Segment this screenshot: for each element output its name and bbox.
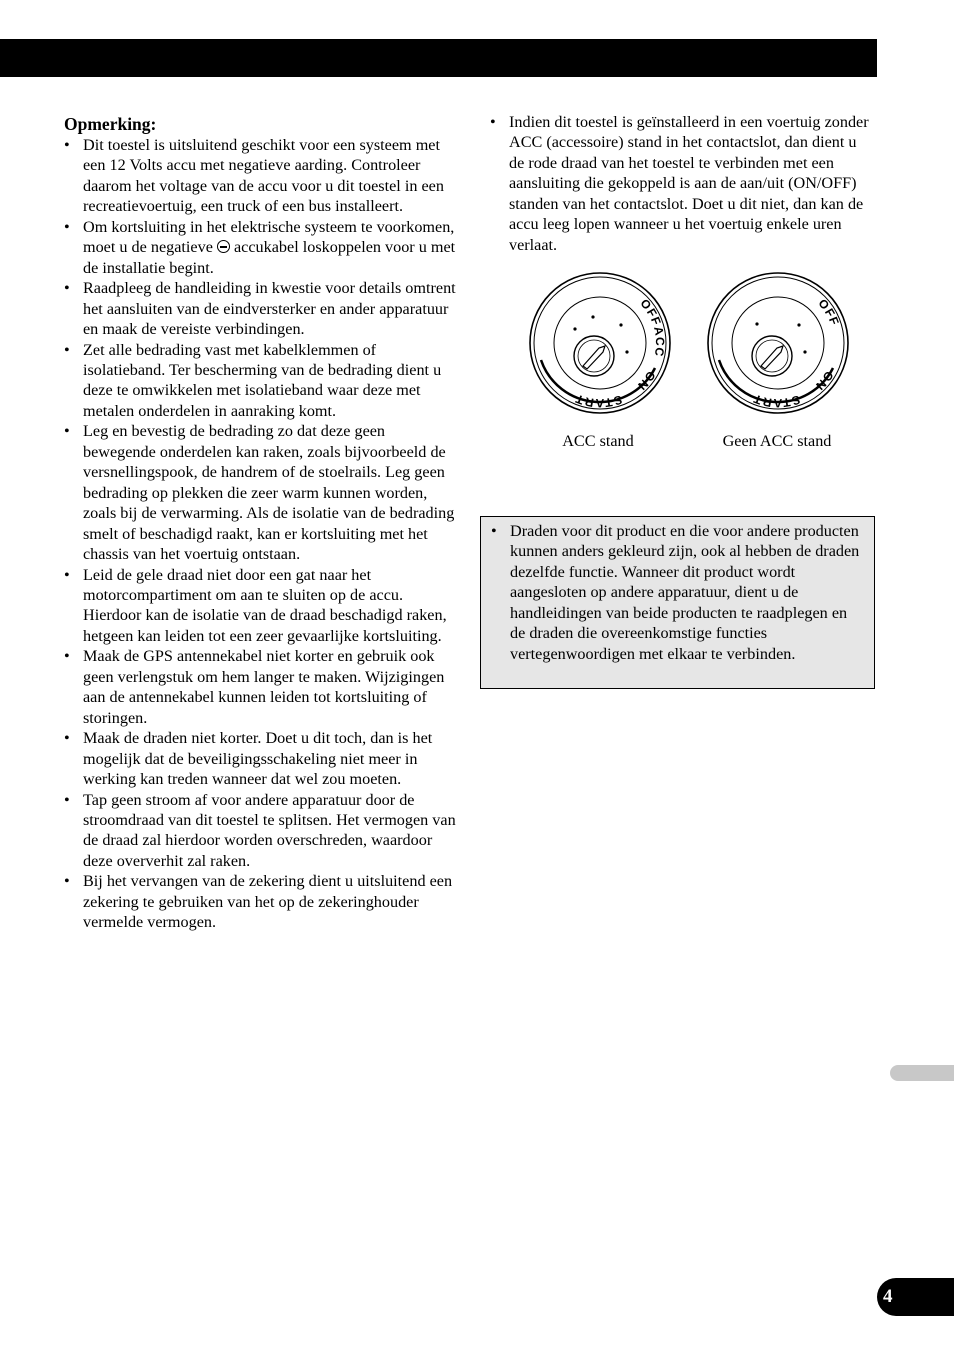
list-item: • Maak de draden niet korter. Doet u dit toch, dan is het mogelijk dat de beveiligingsschakeling niet meer in werking kan treden wanneer dat wel zou moeten. <box>64 728 456 789</box>
negative-terminal-icon <box>217 240 230 253</box>
figure-caption-acc: ACC stand <box>562 432 634 450</box>
start-label: START <box>572 391 624 411</box>
short-circuit-text-after: accukabel loskoppelen voor u met de installatie begint. <box>83 238 456 277</box>
list-item: • Raadpleeg de handleiding in kwestie voor details omtrent het aansluiten van de eindversterker en ander apparatuur en maak de vereiste verbindingen. <box>64 278 456 339</box>
section-tab <box>890 1065 954 1081</box>
note-box <box>480 516 875 689</box>
right-column <box>490 112 874 255</box>
header-bar <box>0 39 877 77</box>
on-label: ON <box>812 368 837 394</box>
short-circuit-text-before: Om kortsluiting in het elektrische systeem te voorkomen, moet u de negatieve <box>83 217 455 257</box>
figure-caption-no-acc: Geen ACC stand <box>722 432 832 450</box>
svg-text:ACC <box>651 325 667 358</box>
note-list <box>64 135 456 933</box>
start-label: START <box>750 391 802 411</box>
note-heading: Opmerking: <box>64 114 157 134</box>
list-item: • Leid de gele draad niet door een gat naar het motorcompartiment om aan te sluiten op de accu. Hierdoor kan de isolatie van de draad beschadigd raken, hetgeen kan leiden tot een zeer gevaarlijke kortsluiting. <box>64 565 456 647</box>
list-item: • Tap geen stroom af voor andere apparatuur door de stroomdraad van dit toestel te splitsen. Het vermogen van de draad zal hierdoor worden overschreden, waardoor deze oververhit zal raken. <box>64 790 456 872</box>
off-label: OFF <box>637 296 665 328</box>
list-item: • Leg en bevestig de bedrading zo dat deze geen bewegende onderdelen kan raken, zoals bijvoorbeeld de versnellingspook, de handrem of de stoelrails. Leg geen bedrading op plekken die zeer warm kunnen worden, zoals bij de verwarming. Als de isolatie van de bedrading smelt of beschadigd raakt, kan er kortsluiting met het chassis van het voertuig ontstaan. <box>64 421 456 564</box>
list-item: • Zet alle bedrading vast met kabelklemmen of isolatieband. Ter bescherming van de bedrading dient u deze te omwikkelen met isolatieband waar deze met metalen onderdelen in aanraking komt. <box>64 340 456 422</box>
off-label: OFF <box>815 296 843 328</box>
ignition-switch-no-acc-icon <box>705 268 851 418</box>
on-label: ON <box>634 368 659 394</box>
list-item: • Dit toestel is uitsluitend geschikt voor een systeem met een 12 Volts accu met negatieve aarding. Controleer daarom het voltage van de accu voor u dit toestel in een recreatievoertuig, een truck of een bus installeert. <box>64 135 456 217</box>
note-box-list <box>491 521 866 664</box>
acc-label: ACC <box>651 325 668 359</box>
ignition-figure-no-acc <box>705 268 851 418</box>
left-column <box>64 113 456 933</box>
note-box-item: • Draden voor dit product en die voor andere producten kunnen anders gekleurd zijn, ook al hebben de draden dezelfde functie. Wanneer dit product wordt aangesloten op andere apparatuur, dient u de handleidingen van beide producten te raadplegen en de draden die overeenkomstige functies vertegenwoordigen met elkaar te verbinden. <box>491 521 866 664</box>
list-item-short-circuit <box>64 217 456 278</box>
right-list <box>490 112 874 255</box>
list-item: • Maak de GPS antennekabel niet korter en gebruik ook geen verlengstuk om hem langer te maken. Wijzigingen aan de antennekabel kunnen leiden tot kortsluiting of storingen. <box>64 646 456 728</box>
page-number: 4 <box>877 1278 954 1316</box>
ignition-figure-acc <box>527 268 673 418</box>
list-item: • Bij het vervangen van de zekering dient u uitsluitend een zekering te gebruiken van het op de zekeringhouder vermelde vermogen. <box>64 871 456 932</box>
ignition-switch-acc-icon <box>527 268 673 418</box>
list-item-no-acc: • Indien dit toestel is geïnstalleerd in een voertuig zonder ACC (accessoire) stand in het contactslot, dan dient u de rode draad van het toestel te verbinden met een aansluiting die gekoppeld is aan de aan/uit (ON/OFF) standen van het contactslot. Doet u dit niet, dan kan de accu leeg lopen wanneer u het voertuig enkele uren verlaat. <box>490 112 874 255</box>
